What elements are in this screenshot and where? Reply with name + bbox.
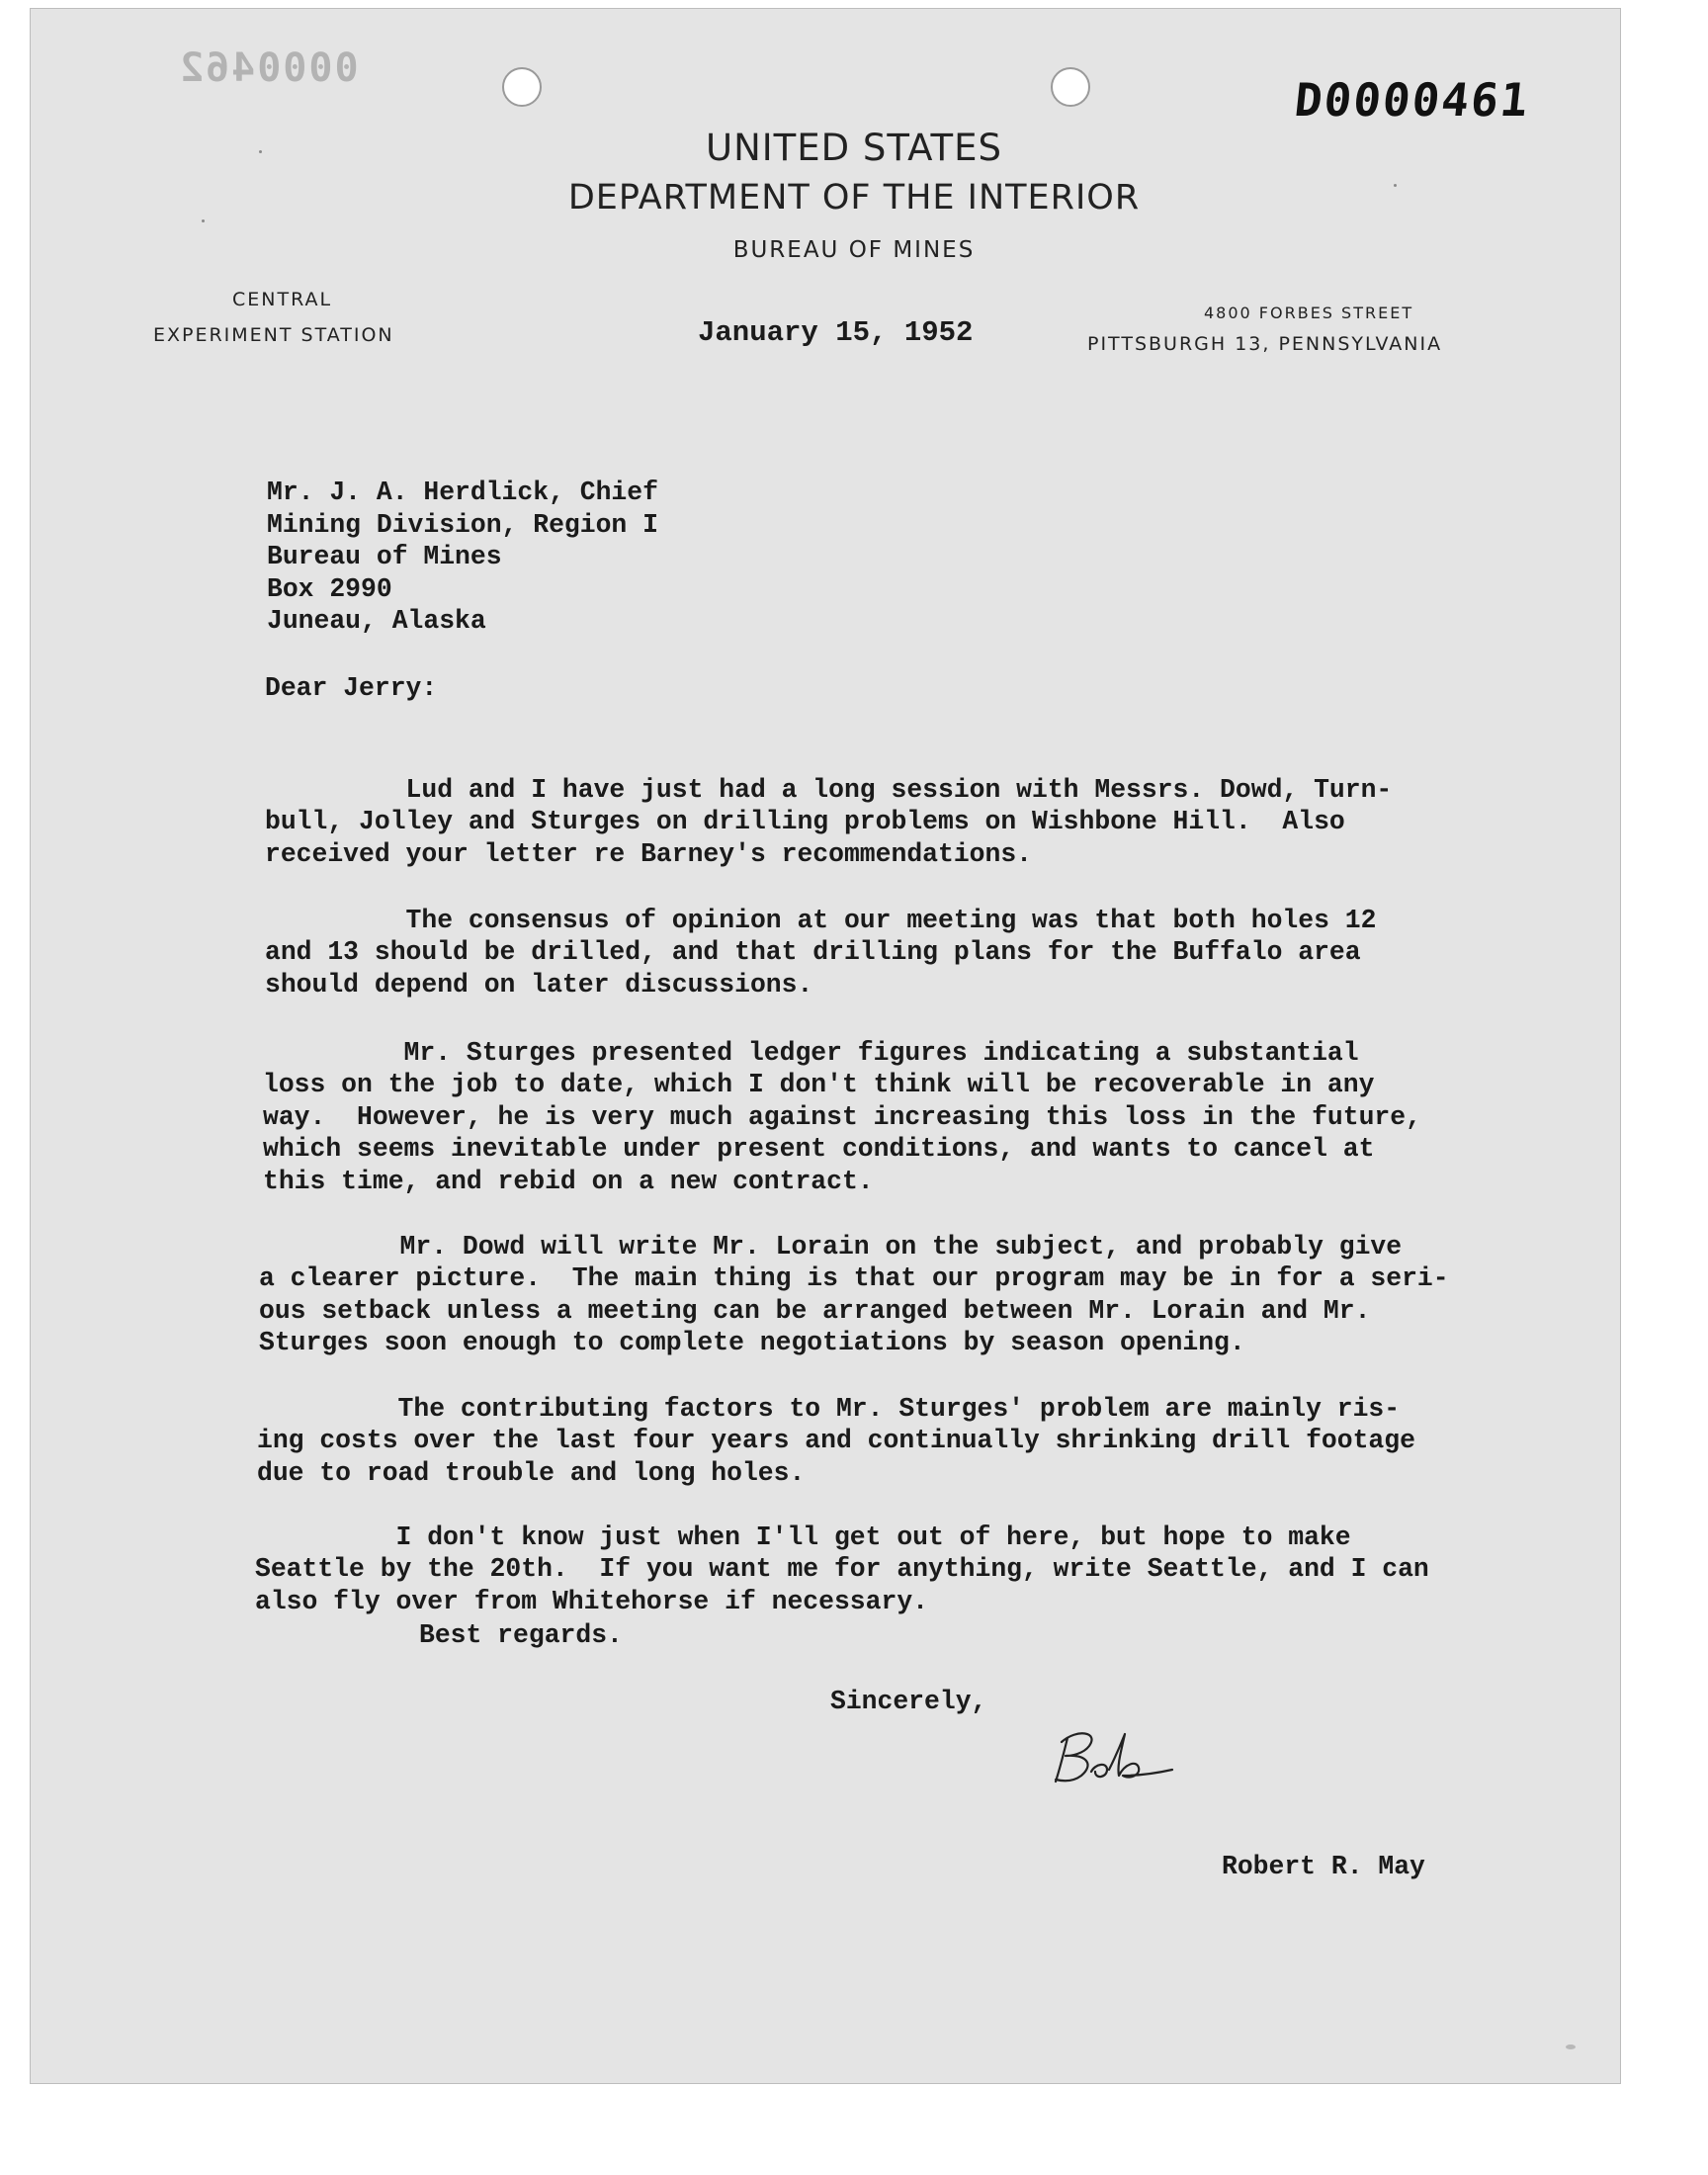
address-line: Mining Division, Region I — [267, 509, 658, 540]
punch-hole-right — [1051, 67, 1090, 107]
paragraph-line: Lud and I have just had a long session with Messrs. Dowd, Turn- — [265, 774, 1393, 805]
address-line: Juneau, Alaska — [267, 606, 486, 636]
paper-speck — [1566, 2044, 1576, 2049]
document-number-stamp: D0000461 — [1292, 73, 1533, 127]
paper-speck — [259, 150, 262, 153]
paragraph-line: ing costs over the last four years and continually shrinking drill footage — [257, 1426, 1415, 1455]
paragraph-line: loss on the job to date, which I don't think will be recoverable in any — [263, 1070, 1375, 1099]
paragraph-line: this time, and rebid on a new contract. — [263, 1166, 874, 1196]
paragraph-line: The consensus of opinion at our meeting was that both holes 12 — [265, 905, 1377, 935]
paragraph-3 — [263, 1004, 1421, 1197]
paragraph-line: way. However, he is very much against increasing this loss in the future, — [263, 1101, 1421, 1132]
paragraph-4 — [259, 1198, 1449, 1359]
letterhead-bureau: BUREAU OF MINES — [732, 237, 976, 263]
paragraph-line: which seems inevitable under present conditions, and wants to cancel at — [263, 1134, 1375, 1164]
letter-date: January 15, 1952 — [698, 316, 974, 349]
closing: Sincerely, — [830, 1687, 987, 1716]
paragraph-line: Mr. Sturges presented ledger figures indicating a substantial — [263, 1037, 1359, 1068]
paragraph-line: and 13 should be drilled, and that drilling plans for the Buffalo area — [265, 937, 1361, 967]
city-address: PITTSBURGH 13, PENNSYLVANIA — [1087, 333, 1443, 355]
paragraph-line: The contributing factors to Mr. Sturges' problem are mainly ris- — [257, 1393, 1401, 1424]
paragraph-line: Sturges soon enough to complete negotiations by season opening. — [259, 1328, 1245, 1357]
paragraph-line: I don't know just when I'll get out of here, but hope to make — [255, 1522, 1351, 1552]
paragraph-line: a clearer picture. The main thing is that our program may be in for a seri- — [259, 1263, 1449, 1293]
paragraph-1 — [265, 741, 1392, 870]
paragraph-line: also fly over from Whitehorse if necessary. — [255, 1586, 928, 1616]
address-line: Mr. J. A. Herdlick, Chief — [267, 478, 658, 507]
best-regards: Best regards. — [419, 1620, 623, 1650]
street-address: 4800 FORBES STREET — [1204, 304, 1414, 322]
paragraph-line: received your letter re Barney's recommendations. — [265, 838, 1033, 869]
address-line: Bureau of Mines — [267, 542, 502, 571]
paragraph-line: ous setback unless a meeting can be arranged between Mr. Lorain and Mr. — [259, 1295, 1371, 1326]
address-line: Box 2990 — [267, 573, 392, 604]
paragraph-6 — [255, 1489, 1429, 1617]
paragraph-line: Seattle by the 20th. If you want me for anything, write Seattle, and I can — [255, 1554, 1429, 1584]
station-line-1: CENTRAL — [232, 289, 333, 310]
salutation: Dear Jerry: — [265, 673, 438, 703]
punch-hole-left — [502, 67, 542, 107]
paragraph-line: bull, Jolley and Sturges on drilling problems on Wishbone Hill. Also — [265, 807, 1345, 836]
letterhead-agency: UNITED STATES — [705, 127, 1003, 169]
letterhead-department: DEPARTMENT OF THE INTERIOR — [567, 178, 1141, 218]
paragraph-2 — [265, 872, 1376, 1000]
paper-speck — [202, 219, 205, 222]
paragraph-line: due to road trouble and long holes. — [257, 1457, 806, 1488]
handwritten-signature — [1038, 1720, 1186, 1789]
bleed-through-stamp: 0000462 — [178, 45, 359, 91]
paragraph-line: should depend on later discussions. — [265, 969, 813, 1000]
paragraph-5 — [257, 1360, 1415, 1489]
recipient-address — [267, 477, 658, 638]
station-line-2: EXPERIMENT STATION — [153, 324, 394, 346]
paper-speck — [1394, 184, 1397, 187]
paragraph-line: Mr. Dowd will write Mr. Lorain on the subject, and probably give — [259, 1231, 1403, 1262]
signer-name: Robert R. May — [1222, 1852, 1425, 1881]
